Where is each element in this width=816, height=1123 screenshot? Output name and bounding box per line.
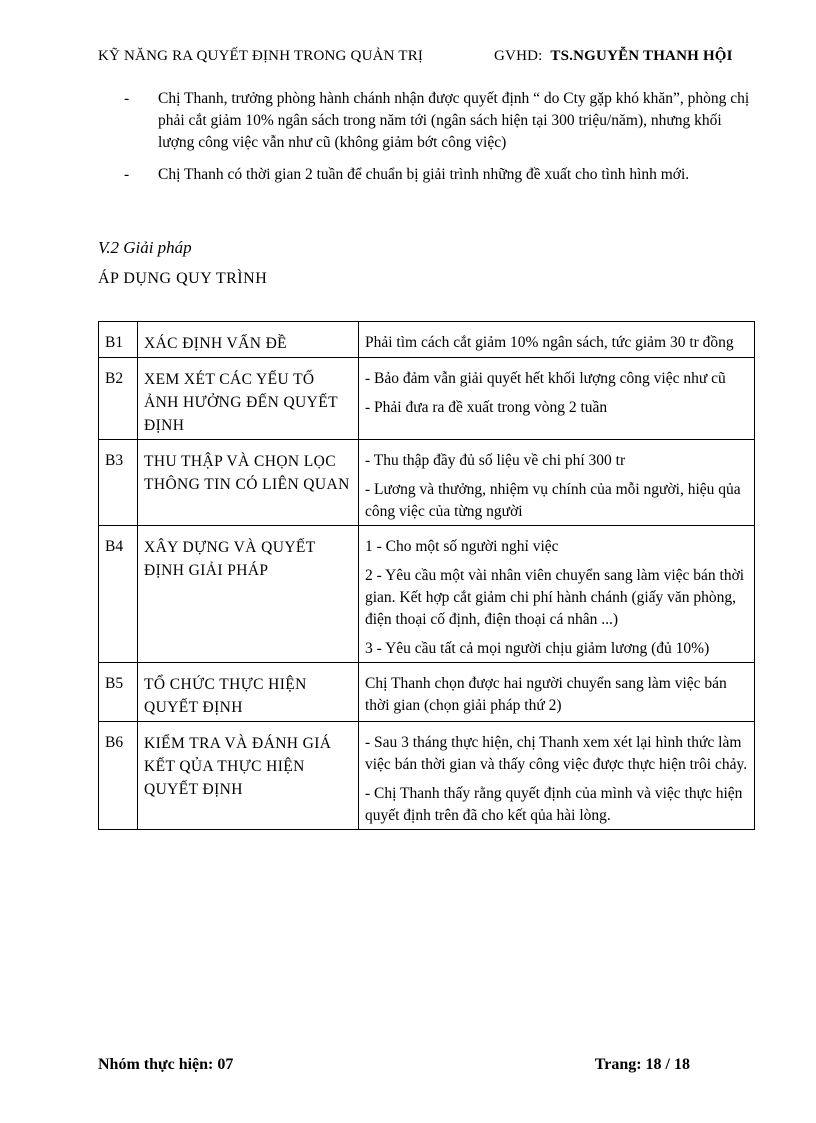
step-line: 2 - Yêu cầu một vài nhân viên chuyển sang làm việc bán thời gian. Kết hợp cắt giảm chi phí hành chánh (giấy văn phòng, điện thoại cố định, điện thoại cá nhân ...) [365,567,745,628]
table-row [99,663,755,722]
apply-heading: ÁP DỤNG QUY TRÌNH [98,270,268,287]
step-line: Chị Thanh chọn được hai người chuyển sang làm việc bán thời gian (chọn giải pháp thứ 2) [365,675,727,714]
step-title: XEM XÉT CÁC YẾU TỐ ẢNH HƯỞNG ĐẾN QUYẾT ĐỊNH [138,358,359,440]
section-heading: V.2 Giải pháp [98,238,192,257]
table-row [99,358,755,440]
bullet-dash: - [124,166,130,183]
step-description [359,722,755,830]
document-title: KỸ NĂNG RA QUYẾT ĐỊNH TRONG QUẢN TRỊ [98,48,424,64]
instructor-label: GVHD: [494,48,543,64]
step-description [359,663,755,722]
step-title: TỔ CHỨC THỰC HIỆN QUYẾT ĐỊNH [138,663,359,722]
step-code: B3 [99,440,138,526]
step-title: THU THẬP VÀ CHỌN LỌC THÔNG TIN CÓ LIÊN QUAN [138,440,359,526]
bullet-text: Chị Thanh có thời gian 2 tuần để chuẩn bị giải trình những đề xuất cho tình hình mới. [158,166,690,183]
step-line: - Phải đưa ra đề xuất trong vòng 2 tuần [365,399,608,416]
page-number: Trang: 18 / 18 [594,1056,690,1073]
step-code: B5 [99,663,138,722]
step-code: B2 [99,358,138,440]
table-row [99,440,755,526]
table-row [99,526,755,663]
step-line: - Bảo đảm vẫn giải quyết hết khối lượng công việc như cũ [365,370,726,387]
table-row [99,322,755,358]
situation-bullets [124,88,754,196]
step-line: - Sau 3 tháng thực hiện, chị Thanh xem xét lại hình thức làm việc bán thời gian và thấy công việc được thực hiện trôi chảy. [365,734,748,773]
process-table [98,321,755,830]
step-title: XÂY DỰNG VÀ QUYẾT ĐỊNH GIẢI PHÁP [138,526,359,663]
bullet-item [124,164,754,186]
step-description [359,358,755,440]
step-line: - Thu thập đầy đủ số liệu về chi phí 300 tr [365,452,626,469]
step-line: - Lương và thưởng, nhiệm vụ chính của mỗi người, hiệu qủa công việc của từng người [365,481,741,520]
step-description [359,440,755,526]
step-description [359,526,755,663]
step-line: 3 - Yêu cầu tất cả mọi người chịu giảm lương (đủ 10%) [365,640,710,657]
step-line: Phải tìm cách cắt giảm 10% ngân sách, tức giảm 30 tr đồng [365,334,734,351]
instructor-name: TS.NGUYỄN THANH HỘI [550,48,733,64]
step-title: KIỂM TRA VÀ ĐÁNH GIÁ KẾT QỦA THỰC HIỆN QUYẾT ĐỊNH [138,722,359,830]
step-code: B4 [99,526,138,663]
bullet-dash: - [124,90,130,107]
table-row [99,722,755,830]
instructor-info [494,48,733,65]
step-code: B1 [99,322,138,358]
step-code: B6 [99,722,138,830]
step-description [359,322,755,358]
step-title: XÁC ĐỊNH VẤN ĐỀ [138,322,359,358]
bullet-text: Chị Thanh, trưởng phòng hành chánh nhận được quyết định “ do Cty gặp khó khăn”, phòng chị phải cắt giảm 10% ngân sách trong năm tới (ngân sách hiện tại 300 triệu/năm), nhưng khối lượng công việc vẫn như cũ (không giảm bớt công việc) [158,90,750,151]
bullet-item [124,88,754,154]
step-line: 1 - Cho một số người nghỉ việc [365,538,559,555]
group-label: Nhóm thực hiện: 07 [98,1056,234,1073]
step-line: - Chị Thanh thấy rằng quyết định của mình và việc thực hiện quyết định trên đã cho kết qủa hài lòng. [365,785,743,824]
